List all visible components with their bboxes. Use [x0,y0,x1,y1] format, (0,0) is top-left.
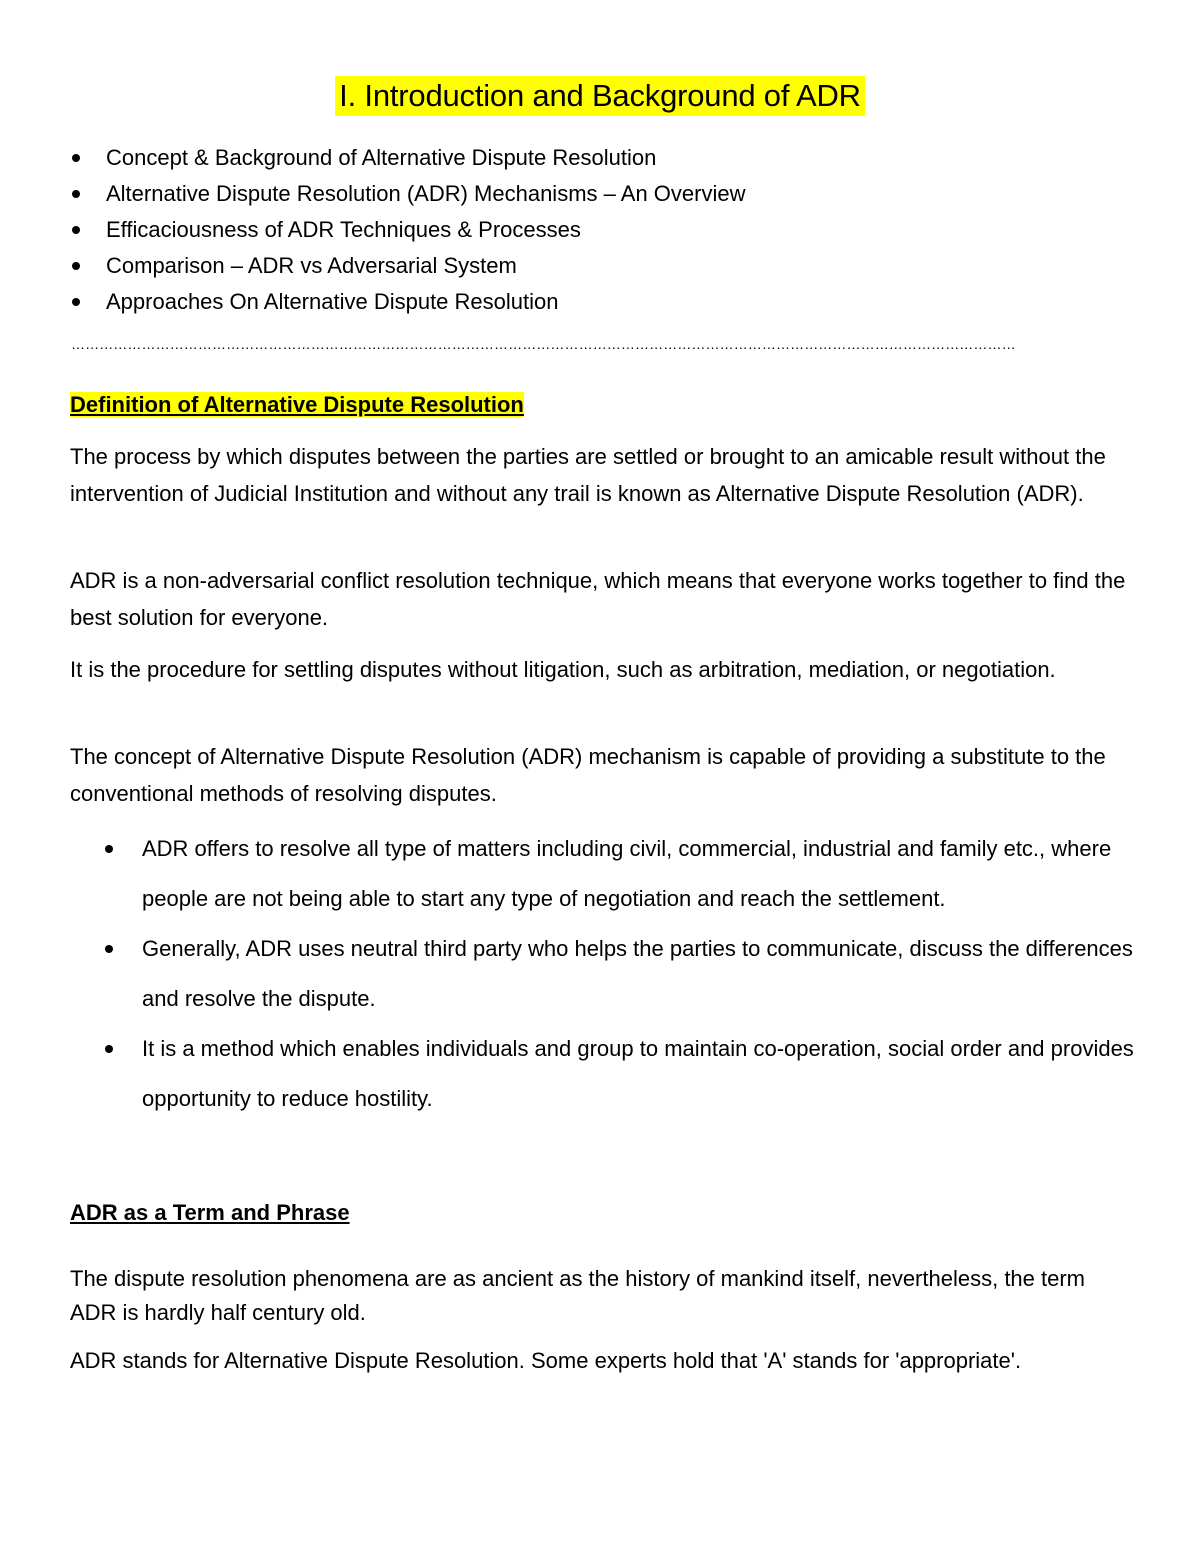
topic-text: Concept & Background of Alternative Dispute Resolution [106,145,657,170]
dotted-separator: ………………………………………………………………………………………………………………………………………………………………………………… [71,336,1016,352]
topics-list [72,140,1132,320]
definition-bullets [105,824,1150,1124]
definition-heading-text: Definition of Alternative Dispute Resolution [70,392,524,417]
bullet-text: It is a method which enables individuals and group to maintain co-operation, social order and provides opportunity to reduce hostility. [142,1036,1134,1111]
definition-paragraph: The concept of Alternative Dispute Resolution (ADR) mechanism is capable of providing a substitute to the conventional methods of resolving disputes. [70,744,1106,806]
topic-text: Approaches On Alternative Dispute Resolution [106,289,559,314]
title-container [0,76,1200,116]
definition-paragraph: ADR is a non-adversarial conflict resolution technique, which means that everyone works together to find the best solution for everyone. [70,568,1126,630]
term-heading [70,1198,350,1228]
bullet-icon [72,262,80,270]
definition-heading [70,390,524,420]
topic-item [72,284,1132,320]
bullet-icon [105,945,113,953]
bullet-icon [72,226,80,234]
topic-text: Alternative Dispute Resolution (ADR) Mechanisms – An Overview [106,181,746,206]
bullet-icon [105,845,113,853]
topic-item [72,140,1132,176]
bullet-item [105,824,1150,924]
topic-item [72,248,1132,284]
bullet-text: ADR offers to resolve all type of matters including civil, commercial, industrial and family etc., where people are not being able to start any type of negotiation and reach the settlement. [142,836,1112,911]
bullet-text: Generally, ADR uses neutral third party who helps the parties to communicate, discuss the differences and resolve the dispute. [142,936,1133,1011]
bullet-icon [72,298,80,306]
term-paragraph: ADR stands for Alternative Dispute Resolution. Some experts hold that 'A' stands for 'appropriate'. [70,1348,1022,1373]
term-heading-text: ADR as a Term and Phrase [70,1200,350,1225]
term-paragraph: The dispute resolution phenomena are as ancient as the history of mankind itself, nevertheless, the term ADR is hardly half century old. [70,1266,1086,1325]
bullet-icon [72,190,80,198]
page-title: I. Introduction and Background of ADR [335,76,865,116]
bullet-item [105,1024,1150,1124]
definition-paragraph: The process by which disputes between the parties are settled or brought to an amicable result without the intervention of Judicial Institution and without any trail is known as Alternative Dispute Resolution (ADR). [70,444,1106,506]
topic-item [72,212,1132,248]
topic-item [72,176,1132,212]
definition-paragraph: It is the procedure for settling disputes without litigation, such as arbitration, mediation, or negotiation. [70,657,1056,682]
bullet-icon [105,1045,113,1053]
topic-text: Comparison – ADR vs Adversarial System [106,253,517,278]
bullet-icon [72,154,80,162]
topic-text: Efficaciousness of ADR Techniques & Processes [106,217,581,242]
bullet-item [105,924,1150,1024]
